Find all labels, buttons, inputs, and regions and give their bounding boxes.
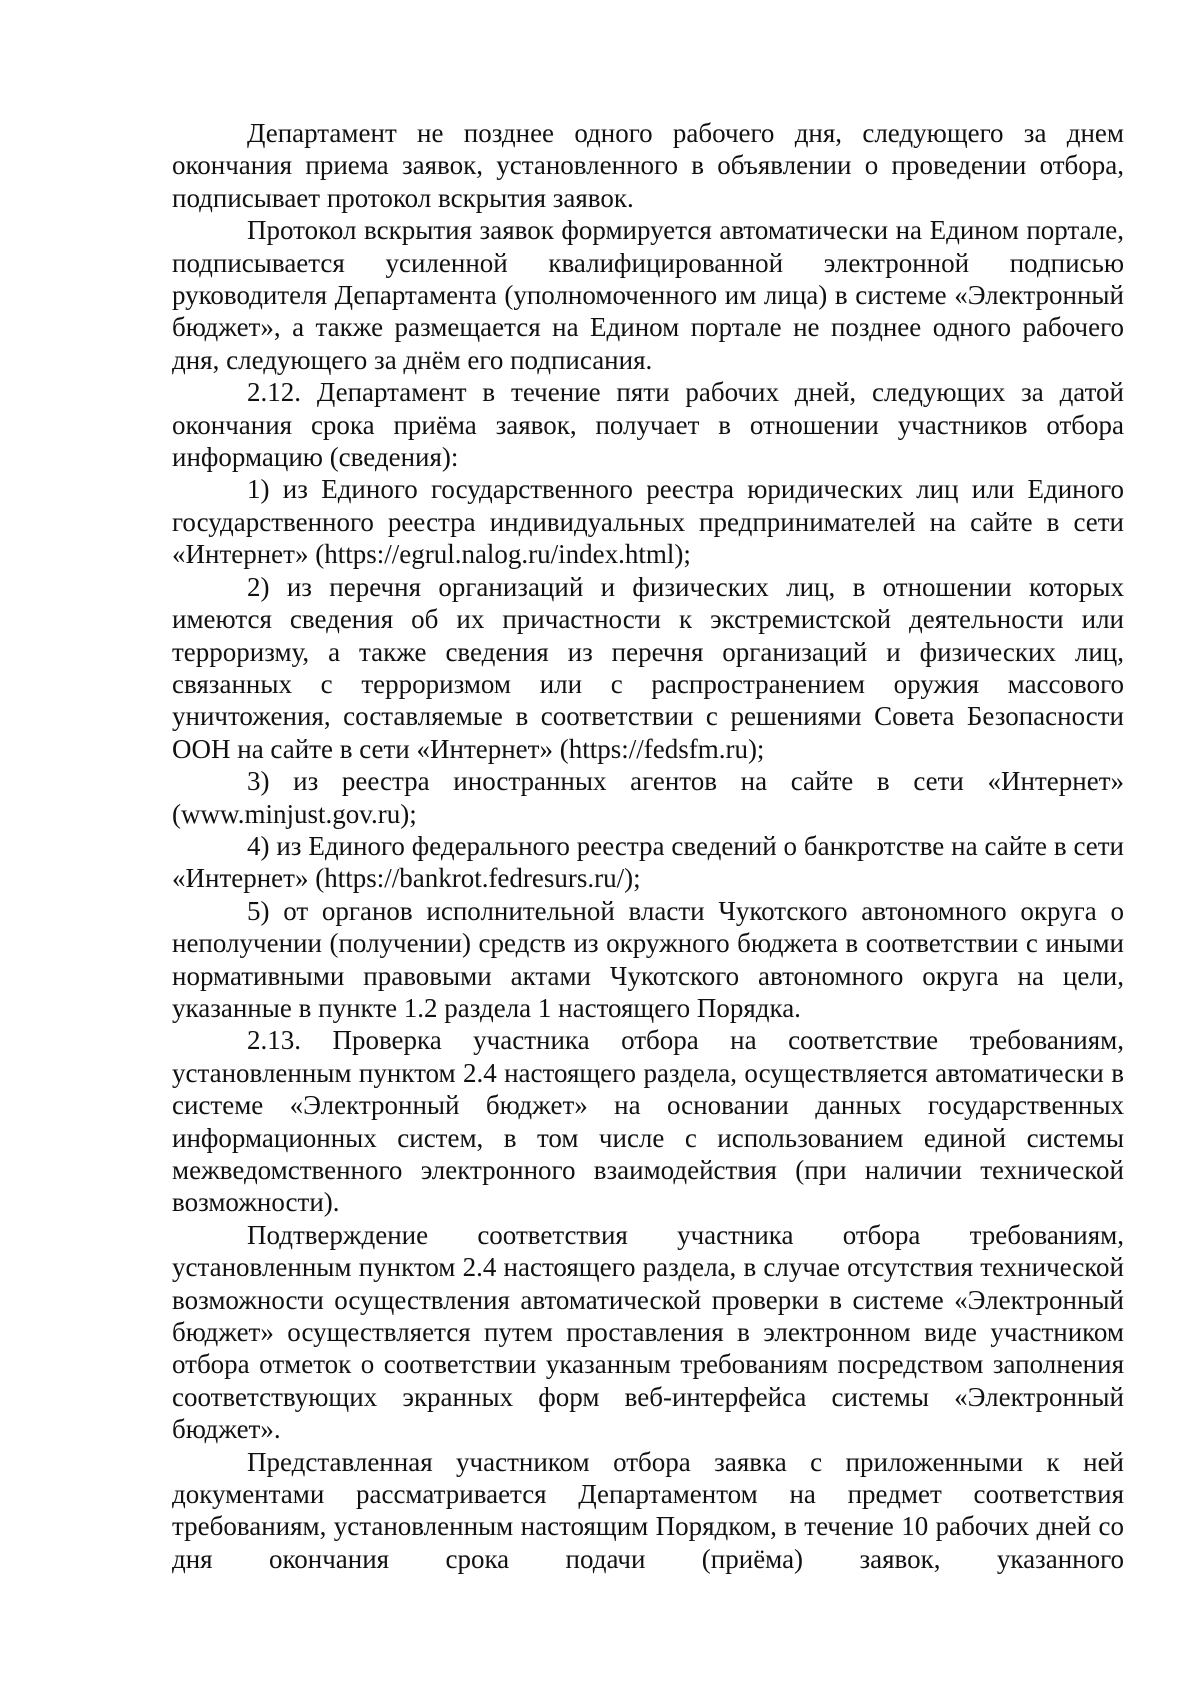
paragraph-compliance-confirmation: Подтверждение соответствия участника отбора требованиям, установленным пунктом 2.4 настоящего раздела, в случае отсутствия технической возможности осуществления автоматической проверки в системе «Электронный бюджет» осуществляется путем проставления в электронном виде участником отбора отметок о соответствии указанным требованиям посредством заполнения соответствующих экранных форм веб-интерфейса системы «Электронный бюджет». [172, 1219, 1124, 1445]
paragraph-protocol-signing: Департамент не позднее одного рабочего дня, следующего за днем окончания приема заявок, установленного в объявлении о проведении отбора, подписывает протокол вскрытия заявок. [172, 118, 1124, 213]
paragraph-protocol-generation: Протокол вскрытия заявок формируется автоматически на Едином портале, подписывается усиленной квалифицированной электронной подписью руководителя Департамента (уполномоченного им лица) в системе «Электронный бюджет», а также размещается на Едином портале не позднее одного рабочего дня, следующего за днём его подписания. [172, 215, 1124, 375]
list-item-5-executive-bodies: 5) от органов исполнительной власти Чукотского автономного округа о неполучении (получении) средств из окружного бюджета в соответствии с иными нормативными правовыми актами Чукотского автономного округа на цели, указанные в пункте 1.2 раздела 1 настоящего Порядка. [172, 895, 1124, 1023]
document-body [172, 117, 1124, 1575]
list-item-1-egrul: 1) из Единого государственного реестра юридических лиц или Единого государственного реестра индивидуальных предпринимателей на сайте в сети «Интернет» (https://egrul.nalog.ru/index.html); [172, 474, 1124, 570]
list-item-4-bankruptcy: 4) из Единого федерального реестра сведений о банкротстве на сайте в сети «Интернет» (https://bankrot.fedresurs.ru/); [172, 830, 1124, 894]
paragraph-2-13-verification: 2.13. Проверка участника отбора на соответствие требованиям, установленным пунктом 2.4 настоящего раздела, осуществляется автоматически в системе «Электронный бюджет» на основании данных государственных информационных систем, в том числе с использованием единой системы межведомственного электронного взаимодействия (при наличии технической возможности). [172, 1025, 1124, 1218]
list-item-3-foreign-agents: 3) из реестра иностранных агентов на сайте в сети «Интернет» (www.minjust.gov.ru); [172, 766, 1124, 829]
paragraph-2-12-info-request: 2.12. Департамент в течение пяти рабочих дней, следующих за датой окончания срока приёма заявок, получает в отношении участников отбора информацию (сведения): [172, 377, 1124, 473]
list-item-2-fedsfm: 2) из перечня организаций и физических лиц, в отношении которых имеются сведения об их причастности к экстремистской деятельности или терроризму, а также сведения из перечня организаций и физических лиц, связанных с терроризмом или с распространением оружия массового уничтожения, составляемые в соответствии с решениями Совета Безопасности ООН на сайте в сети «Интернет» (https://fedsfm.ru); [172, 571, 1124, 764]
paragraph-application-review: Представленная участником отбора заявка с приложенными к ней документами рассматривается Департаментом на предмет соответствия требованиям, установленным настоящим Порядком, в течение 10 рабочих дней со дня окончания срока подачи (приёма) заявок, указанного [172, 1446, 1124, 1574]
